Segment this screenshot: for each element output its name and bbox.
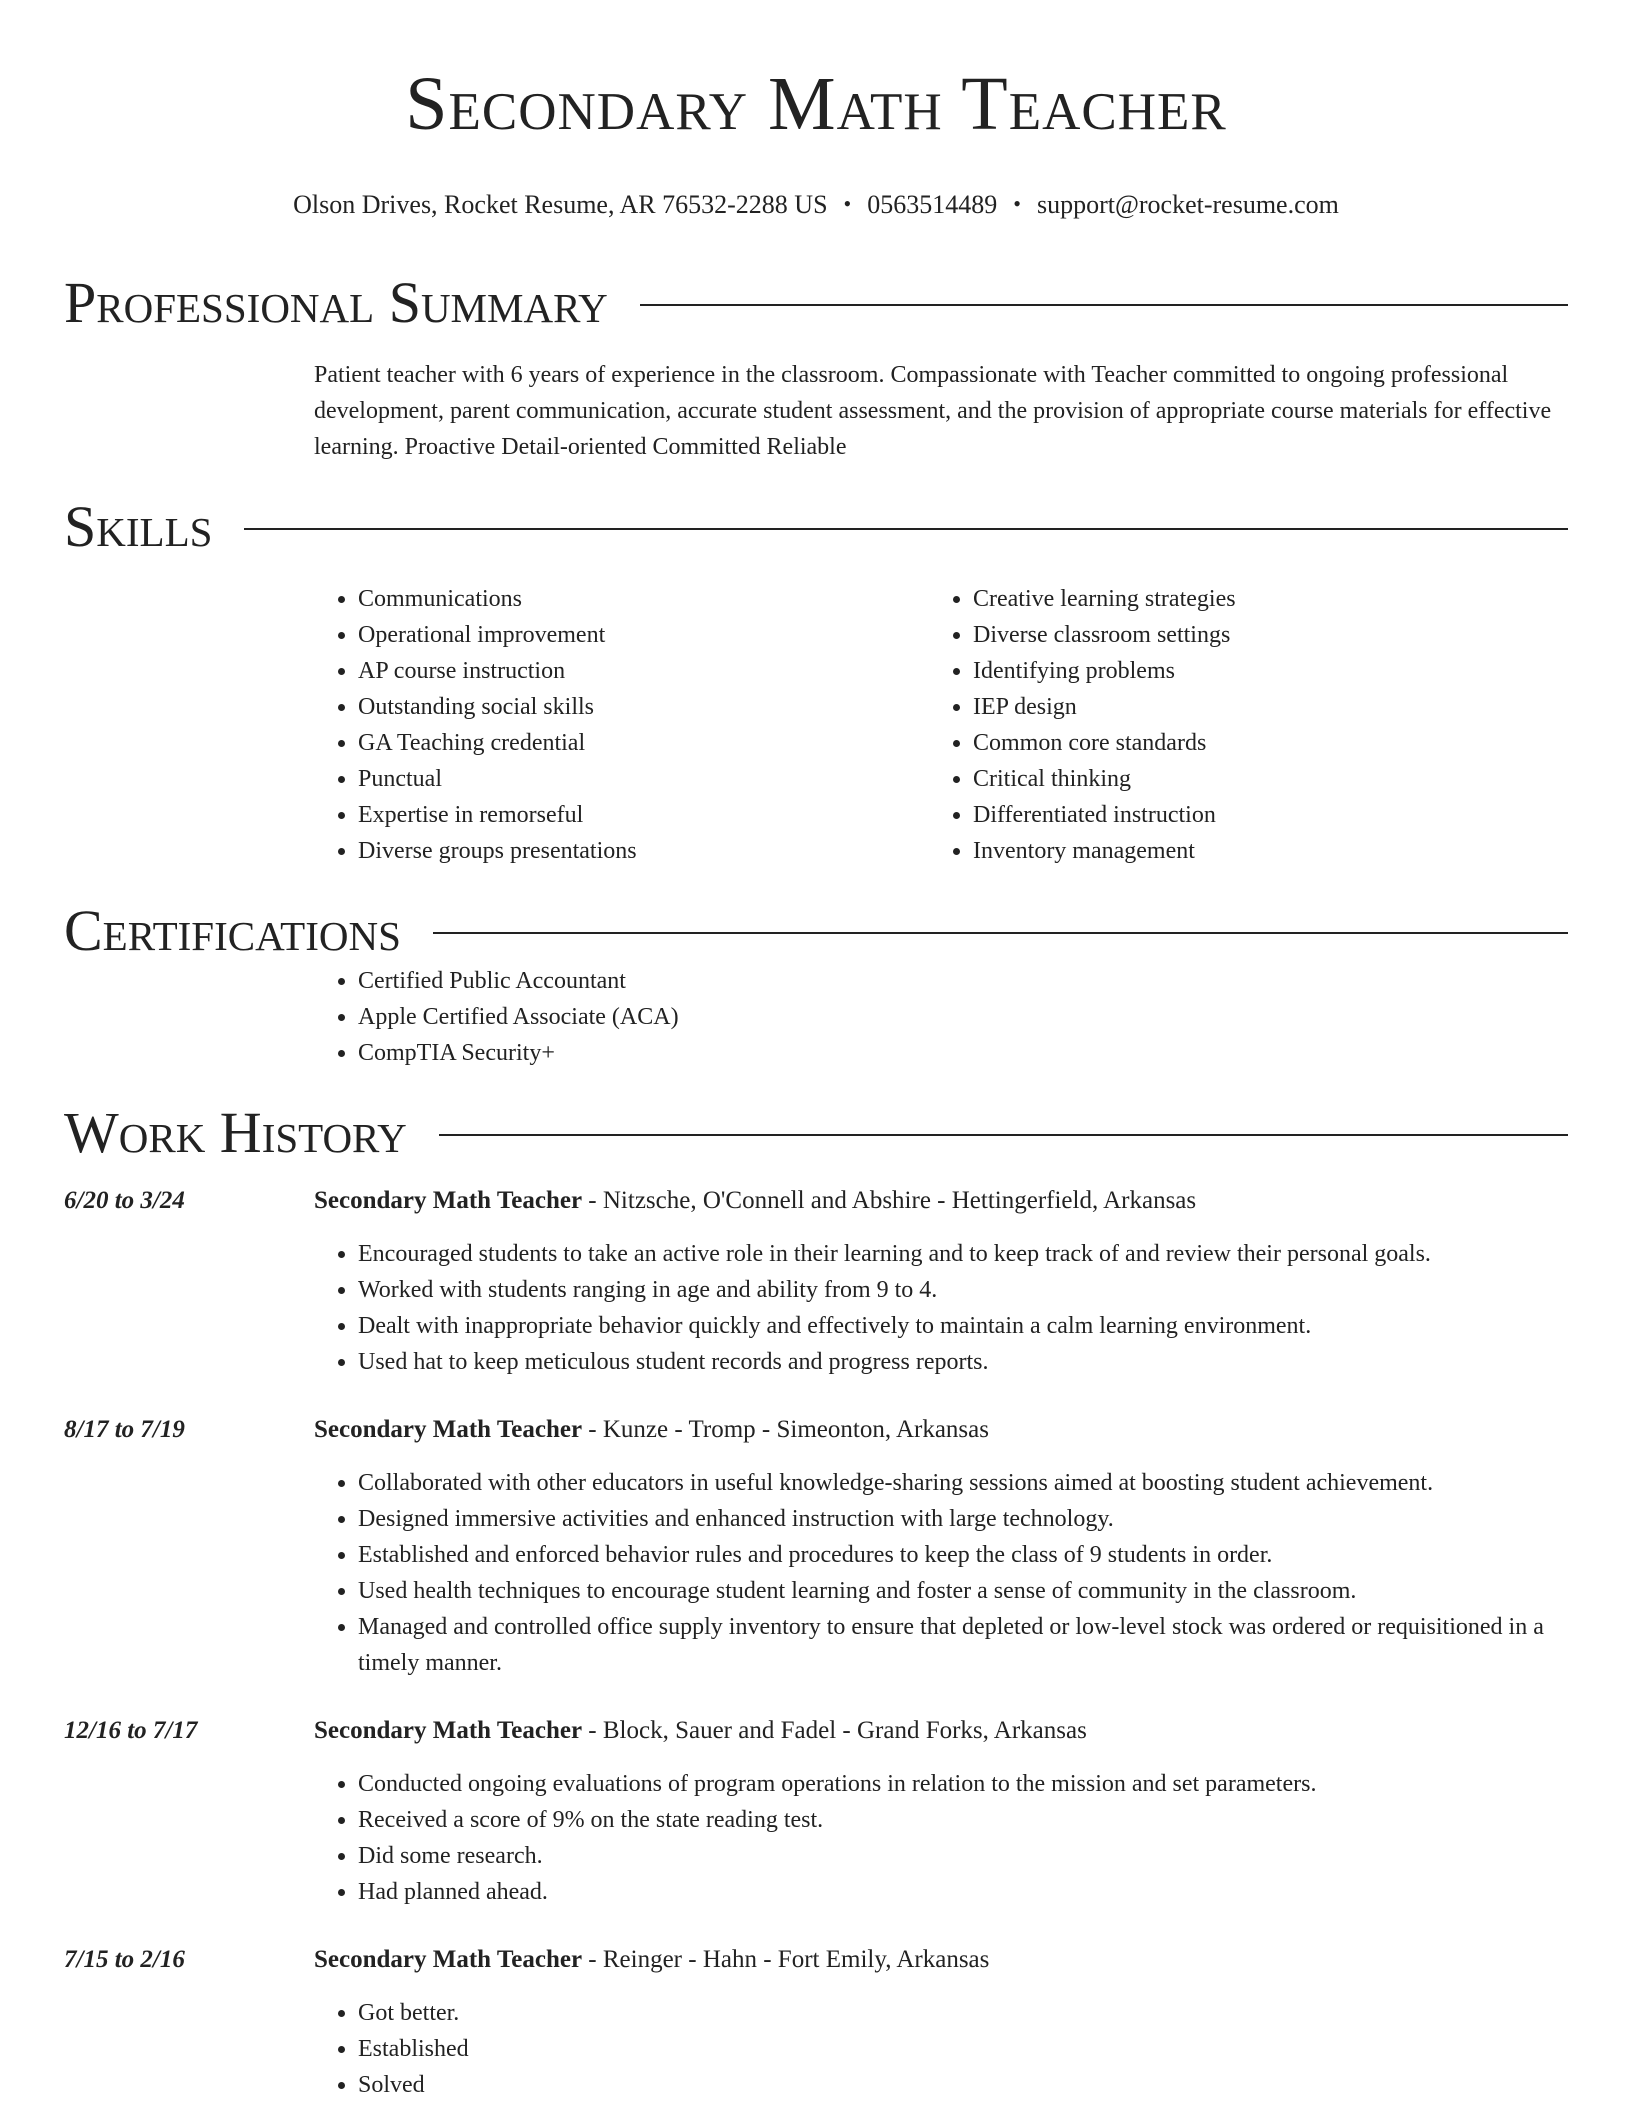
contact-email: support@rocket-resume.com	[1036, 190, 1339, 219]
skill-item: • Common core standards	[973, 725, 1544, 761]
job-title-line	[314, 1183, 1568, 1219]
skills-list-left	[314, 581, 929, 869]
job-title: Secondary Math Teacher	[314, 1946, 583, 1973]
skill-item: • AP course instruction	[358, 653, 929, 689]
job-title: Secondary Math Teacher	[314, 1187, 583, 1214]
job-bullet: • Received a score of 9% on the state reading test.	[358, 1802, 1568, 1838]
skill-item: • GA Teaching credential	[358, 725, 929, 761]
section-divider	[640, 304, 1568, 306]
summary-section	[314, 357, 1568, 465]
job-bullet: • Did some research.	[358, 1838, 1568, 1874]
job-entry	[64, 1412, 1568, 1681]
resume-name: Secondary Math Teacher	[405, 62, 1227, 146]
skill-item: • Outstanding social skills	[358, 689, 929, 725]
section-divider	[433, 932, 1568, 934]
skill-item: • Critical thinking	[973, 761, 1544, 797]
skills-grid	[314, 581, 1568, 869]
job-dates: 6/20 to 3/24	[64, 1187, 185, 1214]
job-details: - Kunze - Tromp - Simeonton, Arkansas	[582, 1416, 989, 1443]
certification-item: • CompTIA Security+	[358, 1035, 1568, 1071]
skill-item: • Operational improvement	[358, 617, 929, 653]
skill-item: • Differentiated instruction	[973, 797, 1544, 833]
job-dates: 7/15 to 2/16	[64, 1946, 185, 1973]
job-content	[314, 1183, 1568, 1380]
job-entry	[64, 1183, 1568, 1380]
certification-item: • Apple Certified Associate (ACA)	[358, 999, 1568, 1035]
summary-heading: Professional Summary	[64, 270, 608, 335]
job-details: - Block, Sauer and Fadel - Grand Forks, Arkansas	[582, 1717, 1087, 1744]
job-bullets	[314, 1236, 1568, 1380]
job-dates: 8/17 to 7/19	[64, 1416, 185, 1443]
job-content	[314, 1713, 1568, 1910]
job-details: - Reinger - Hahn - Fort Emily, Arkansas	[582, 1946, 990, 1973]
job-title: Secondary Math Teacher	[314, 1416, 583, 1443]
job-bullets	[314, 1465, 1568, 1681]
job-bullet: • Dealt with inappropriate behavior quickly and effectively to maintain a calm learning environment.	[358, 1308, 1568, 1344]
contact-address: Olson Drives, Rocket Resume, AR 76532-2288 US	[293, 190, 828, 219]
job-content	[314, 1942, 1568, 2103]
job-bullet: • Conducted ongoing evaluations of program operations in relation to the mission and set parameters.	[358, 1766, 1568, 1802]
section-divider	[439, 1134, 1568, 1136]
job-bullet: • Established	[358, 2031, 1568, 2067]
skill-item: • Diverse classroom settings	[973, 617, 1544, 653]
section-divider	[244, 528, 1568, 530]
contact-phone: 0563514489	[867, 190, 998, 219]
job-content	[314, 1412, 1568, 1681]
skill-item: • Expertise in remorseful	[358, 797, 929, 833]
job-bullet: • Collaborated with other educators in useful knowledge-sharing sessions aimed at boosting student achievement.	[358, 1465, 1568, 1501]
skill-item: • Inventory management	[973, 833, 1544, 869]
skill-item: • Diverse groups presentations	[358, 833, 929, 869]
job-title-line	[314, 1412, 1568, 1448]
job-title-line	[314, 1942, 1568, 1978]
job-bullet: • Had planned ahead.	[358, 1874, 1568, 1910]
certifications-section-header	[64, 899, 1568, 963]
job-bullets	[314, 1766, 1568, 1910]
job-bullet: • Solved	[358, 2067, 1568, 2103]
skills-section-header	[64, 495, 1568, 559]
job-details: - Nitzsche, O'Connell and Abshire - Hettingerfield, Arkansas	[582, 1187, 1197, 1214]
skill-item: • Identifying problems	[973, 653, 1544, 689]
skill-item: • IEP design	[973, 689, 1544, 725]
contact-separator: •	[1013, 191, 1021, 216]
job-title-line	[314, 1713, 1568, 1749]
skill-item: • Creative learning strategies	[973, 581, 1544, 617]
contact-separator: •	[843, 191, 852, 216]
skills-section	[314, 581, 1568, 869]
certification-item: • Certified Public Accountant	[358, 963, 1568, 999]
job-entry	[64, 1942, 1568, 2103]
skills-heading: Skills	[64, 494, 213, 559]
skill-item: • Punctual	[358, 761, 929, 797]
job-bullet: • Established and enforced behavior rules and procedures to keep the class of 9 students in order.	[358, 1537, 1568, 1573]
skill-item: • Communications	[358, 581, 929, 617]
job-bullet: • Used hat to keep meticulous student records and progress reports.	[358, 1344, 1568, 1380]
job-bullet: • Encouraged students to take an active role in their learning and to keep track of and review their personal goals.	[358, 1236, 1568, 1272]
summary-text: Patient teacher with 6 years of experience in the classroom. Compassionate with Teacher committed to ongoing professional development, parent communication, accurate student assessment, and the provision of appropriate course materials for effective learning. Proactive Detail-oriented Committed Reliable	[314, 362, 1552, 460]
job-bullet: • Worked with students ranging in age and ability from 9 to 4.	[358, 1272, 1568, 1308]
certifications-list	[314, 963, 1568, 1071]
job-entry	[64, 1713, 1568, 1910]
work-history-heading: Work History	[64, 1100, 407, 1165]
skills-list-right	[929, 581, 1544, 869]
job-bullet: • Designed immersive activities and enhanced instruction with large technology.	[358, 1501, 1568, 1537]
work-history-section-header	[64, 1101, 1568, 1165]
job-title: Secondary Math Teacher	[314, 1717, 583, 1744]
job-bullets	[314, 1995, 1568, 2103]
skills-column-right	[929, 581, 1544, 869]
skills-column-left	[314, 581, 929, 869]
contact-line	[64, 188, 1568, 221]
summary-section-header	[64, 271, 1568, 335]
job-bullet: • Got better.	[358, 1995, 1568, 2031]
certifications-heading: Certifications	[64, 898, 401, 963]
job-bullet: • Managed and controlled office supply inventory to ensure that depleted or low-level stock was ordered or requisitioned in a timely manner.	[358, 1609, 1568, 1681]
certifications-section	[314, 963, 1568, 1071]
job-dates: 12/16 to 7/17	[64, 1717, 198, 1744]
job-bullet: • Used health techniques to encourage student learning and foster a sense of community in the classroom.	[358, 1573, 1568, 1609]
